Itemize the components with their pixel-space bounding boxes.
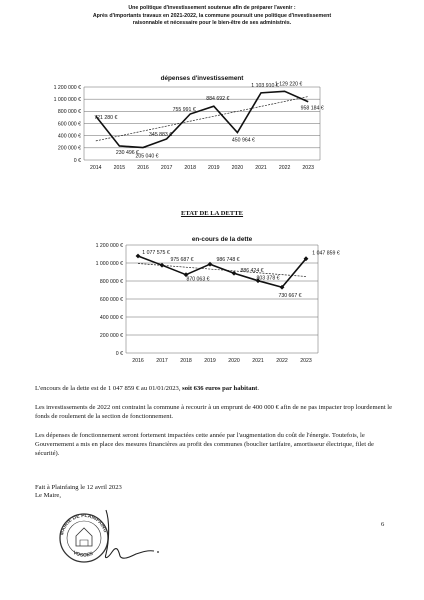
data-label: 1 103 910 € [251, 82, 279, 89]
data-label: 450 964 € [231, 137, 255, 144]
data-label: 1 129 220 € [274, 81, 303, 88]
investment-chart [40, 70, 340, 180]
data-label: 1 047 859 € [312, 250, 340, 257]
loan-paragraph: Les investissements de 2022 ont contraint la commune à recourir à un emprunt de 400 000 € afin de ne pas impacter trop lourdement le fonds de roulement de la section de fonctionnement. [35, 404, 393, 420]
handwritten-signature [105, 510, 154, 558]
signature-block [35, 484, 122, 501]
place-date: Fait à Plainfaing le 12 avril 2023 [35, 484, 122, 491]
signatory: Le Maire, [35, 492, 61, 500]
x-tick-label: 2014 [90, 165, 102, 171]
x-tick-label: 2018 [184, 165, 196, 171]
data-label: 230 496 € [115, 149, 139, 156]
data-point [160, 263, 165, 268]
debt-chart [80, 228, 340, 370]
x-tick-label: 2020 [228, 358, 240, 364]
data-label: 975 687 € [170, 257, 194, 264]
data-label: 803 378 € [256, 275, 280, 282]
x-tick-label: 2019 [208, 165, 220, 171]
data-label: 886 424 € [240, 268, 264, 275]
energy-paragraph: Les dépenses de fonctionnement seront fortement impactées cette année par l'augmentation du coût de l'énergie. Toutefois, le Gouvernement a mis en place des mesures financières au profit des communes (bouclier tarifaire, amortisseur électrique, filet de sécurité). [35, 432, 374, 457]
page-number: 6 [381, 521, 385, 528]
svg-text:VOSGES: VOSGES [72, 549, 95, 559]
debt-per-inhabitant: soit 636 euros par habitant [182, 385, 258, 392]
y-tick-label: 400 000 € [57, 133, 81, 140]
y-tick-label: 200 000 € [57, 145, 81, 152]
x-tick-label: 2022 [276, 358, 288, 364]
official-stamp-and-signature [46, 502, 176, 572]
y-tick-label: 0 € [115, 350, 123, 357]
x-tick-label: 2023 [302, 165, 314, 171]
x-tick-label: 2023 [300, 358, 312, 364]
y-tick-label: 200 000 € [99, 332, 123, 339]
data-point [136, 254, 141, 259]
data-label: 958 184 € [300, 105, 324, 112]
x-tick-label: 2020 [231, 165, 244, 171]
intro-line-3: raisonnable et nécessaire pour le bien-être de ses administrés. [132, 20, 292, 27]
data-label: 205 040 € [135, 153, 159, 160]
data-label: 1 077 575 € [142, 250, 170, 257]
x-tick-label: 2021 [255, 165, 267, 171]
y-tick-label: 0 € [73, 157, 81, 164]
data-label: 884 692 € [206, 96, 230, 103]
data-label: 730 667 € [278, 293, 302, 300]
data-label: 755 991 € [172, 107, 196, 114]
series-line [96, 91, 308, 147]
x-tick-label: 2021 [252, 358, 264, 364]
y-tick-label: 1 200 000 € [53, 84, 81, 91]
intro-line-2: Après d'importants travaux en 2021-2022, la commune poursuit une politique d'investissement [92, 12, 332, 19]
y-tick-label: 400 000 € [99, 314, 123, 321]
data-label: 345 883 € [149, 131, 173, 138]
x-tick-label: 2022 [278, 165, 291, 171]
x-tick-label: 2016 [132, 358, 144, 364]
x-tick-label: 2018 [180, 358, 192, 364]
y-tick-label: 1 000 000 € [95, 260, 123, 267]
chart-title: dépenses d'investissement [160, 75, 244, 82]
intro-text [40, 5, 384, 28]
data-point [208, 262, 213, 267]
x-tick-label: 2019 [204, 358, 216, 364]
x-tick-label: 2017 [156, 358, 168, 364]
intro-line-1: Une politique d'investissement soutenue afin de préparer l'avenir : [128, 5, 296, 11]
y-tick-label: 600 000 € [99, 296, 123, 303]
x-tick-label: 2017 [160, 165, 173, 171]
official-stamp [59, 513, 108, 562]
x-tick-label: 2015 [113, 165, 126, 171]
y-tick-label: 1 200 000 € [95, 242, 123, 249]
y-tick-label: 800 000 € [57, 109, 81, 116]
y-tick-label: 600 000 € [57, 121, 81, 128]
trendline [96, 97, 308, 141]
data-label: 870 063 € [186, 276, 210, 283]
data-point [232, 271, 237, 276]
chart-title: en-cours de la dette [191, 236, 253, 243]
data-label: 721 280 € [94, 115, 118, 122]
x-tick-label: 2016 [137, 165, 149, 171]
data-label: 986 748 € [216, 257, 240, 264]
y-tick-label: 800 000 € [99, 278, 123, 285]
y-tick-label: 1 000 000 € [53, 96, 81, 103]
debt-paragraph: L'encours de la dette est de 1 047 859 € au 01/01/2023, soit 636 euros par habitant. [35, 385, 260, 392]
svg-text:MAIRIE DE PLAINFAING: MAIRIE DE PLAINFAING [59, 512, 109, 536]
section-title: ETAT DE LA DETTE [180, 210, 244, 217]
